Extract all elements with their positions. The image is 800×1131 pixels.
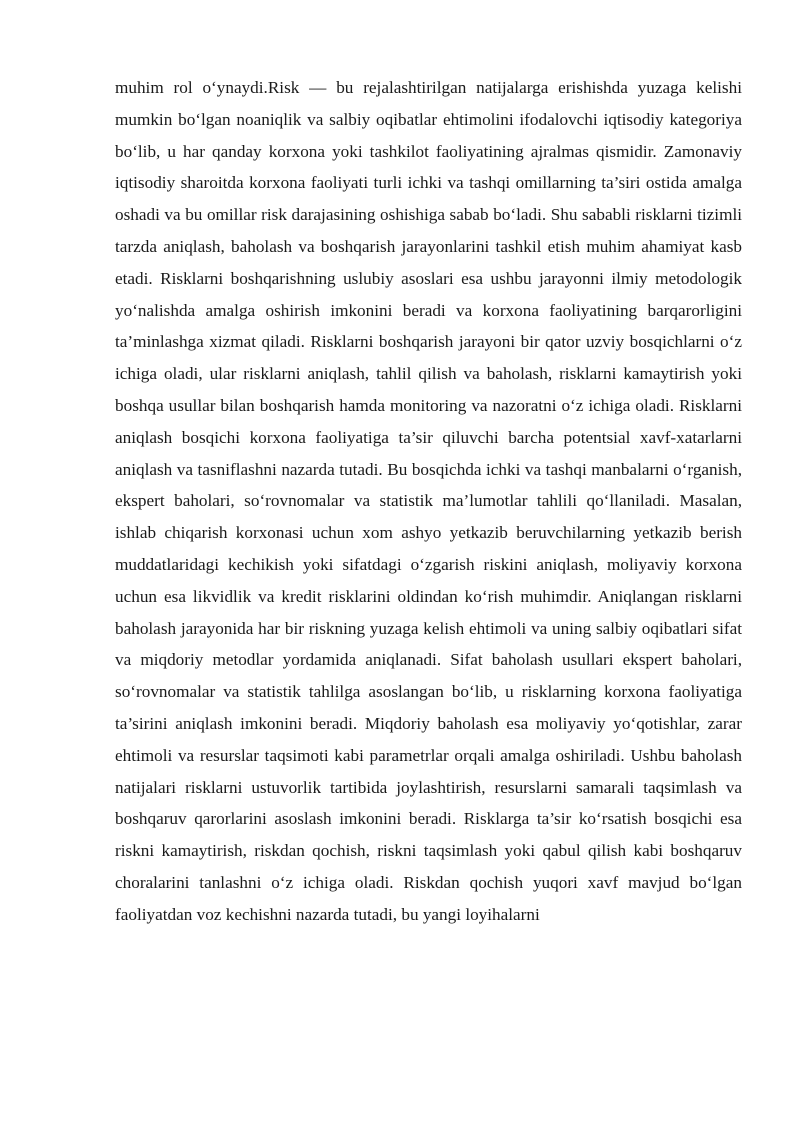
body-paragraph: muhim rol o‘ynaydi.Risk — bu rejalashtirilgan natijalarga erishishda yuzaga kelishi mumkin bo‘lgan noaniqlik va salbiy oqibatlar ehtimolini ifodalovchi iqtisodiy kategoriya bo‘lib, u har qanday korxona yoki tashkilot faoliyatining ajralmas qismidir. Zamonaviy iqtisodiy sharoitda korxona faoliyati turli ichki va tashqi omillarning ta’siri ostida amalga oshadi va bu omillar risk darajasining oshishiga sabab bo‘ladi. Shu sababli risklarni tizimli tarzda aniqlash, baholash va boshqarish jarayonlarini tashkil etish muhim ahamiyat kasb etadi. Risklarni boshqarishning uslubiy asoslari esa ushbu jarayonni ilmiy metodologik yo‘nalishda amalga oshirish imkonini beradi va korxona faoliyatining barqarorligini ta’minlashga xizmat qiladi. Risklarni boshqarish jarayoni bir qator uzviy bosqichlarni o‘z ichiga oladi, ular risklarni aniqlash, tahlil qilish va baholash, risklarni kamaytirish yoki boshqa usullar bilan boshqarish hamda monitoring va nazoratni o‘z ichiga oladi. Risklarni aniqlash bosqichi korxona faoliyatiga ta’sir qiluvchi barcha potentsial xavf-xatarlarni aniqlash va tasniflashni nazarda tutadi. Bu bosqichda ichki va tashqi manbalarni o‘rganish, ekspert baholari, so‘rovnomalar va statistik ma’lumotlar tahlili qo‘llaniladi. Masalan, ishlab chiqarish korxonasi uchun xom ashyo yetkazib beruvchilarning yetkazib berish muddatlaridagi kechikish yoki sifatdagi o‘zgarish riskini aniqlash, moliyaviy korxona uchun esa likvidlik va kredit risklarini oldindan ko‘rish muhimdir. Aniqlangan risklarni baholash jarayonida har bir riskning yuzaga kelish ehtimoli va uning salbiy oqibatlari sifat va miqdoriy metodlar yordamida aniqlanadi. Sifat baholash usullari ekspert baholari, so‘rovnomalar va statistik tahlilga asoslangan bo‘lib, u risklarning korxona faoliyatiga ta’sirini aniqlash imkonini beradi. Miqdoriy baholash esa moliyaviy yo‘qotishlar, zarar ehtimoli va resurslar taqsimoti kabi parametrlar orqali amalga oshiriladi. Ushbu baholash natijalari risklarni ustuvorlik tartibida joylashtirish, resurslarni samarali taqsimlash va boshqaruv qarorlarini asoslash imkonini beradi. Risklarga ta’sir ko‘rsatish bosqichi esa riskni kamaytirish, riskdan qochish, riskni taqsimlash yoki qabul qilish kabi boshqaruv choralarini tanlashni o‘z ichiga oladi. Riskdan qochish yuqori xavf mavjud bo‘lgan faoliyatdan voz kechishni nazarda tutadi, bu yangi loyihalarni (115, 78, 742, 924)
document-page (115, 72, 742, 931)
